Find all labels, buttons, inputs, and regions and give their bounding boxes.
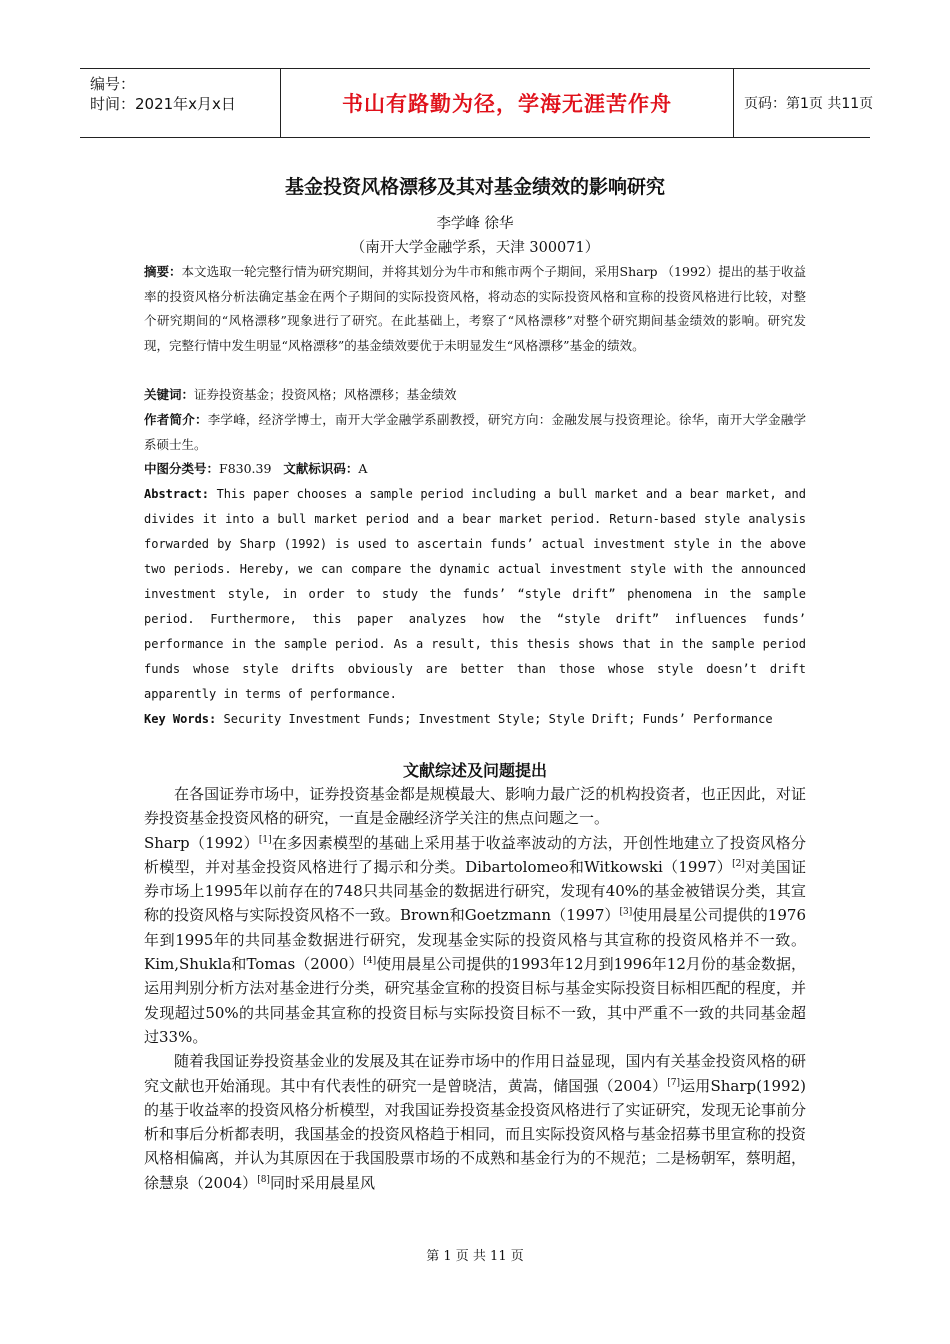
- section-heading: 文献综述及问题提出: [402, 761, 547, 780]
- body-text-run: 使用晨星公司提供的1993年12月到1996年12月份的基金数据，运用判别分析方法对基金进行分类，研究基金宣称的投资目标与基金实际投资目标相匹配的程度，并发现超过50%的共同基金其宣称的投资目标与实际投资目标不一致，其中严重不一致的共同基金超过33%。: [144, 955, 806, 1046]
- paper-affiliation: （南开大学金融学系，天津 300071）: [350, 240, 600, 256]
- keywords-cn-label: 关键词：: [144, 387, 195, 402]
- classification: [144, 457, 806, 482]
- keywords-en-label: Key Words:: [144, 712, 217, 726]
- abstract-en: [144, 482, 806, 707]
- body-paragraph-2: [144, 831, 806, 1050]
- body-paragraph-3: [144, 1049, 806, 1195]
- body-paragraph-1: 在各国证券市场中，证券投资基金都是规模最大、影响力最广泛的机构投资者，也正因此，对证券投资基金投资风格的研究，一直是金融经济学关注的焦点问题之一。: [144, 785, 806, 828]
- page-footer: 第 1 页 共 11 页: [426, 1249, 524, 1264]
- paper-authors: 李学峰 徐华: [436, 216, 514, 232]
- body-text-run: 使用晨星公司提供的1976年到1995年的共同基金数据进行研究，发现基金实际的投资风格与其宣称的投资风格并不一致。Kim,Shukla和Tomas（2000）: [144, 906, 806, 974]
- abstract-en-text: This paper chooses a sample period including a bull market and a bear market, and divides it into a bull market period and a bear market period. Return-based style analysis forwarded by Sharp (1992) is used to ascertain funds’ actual investment style in the above two periods. Hereby, we can compare the dynamic actual investment style with the announced investment style, in order to study the funds’ “style drift” phenomena in the sample period. Furthermore, this paper analyzes how the “style drift” influences funds’ performance in the sample period. As a result, this thesis shows that in the sample period funds whose style drifts obviously are better than those whose style doesn’t drift apparently in terms of performance.: [144, 487, 806, 701]
- citation-ref: [2]: [732, 858, 745, 869]
- page-header: [80, 68, 874, 138]
- paper-title: 基金投资风格漂移及其对基金绩效的影响研究: [284, 176, 665, 198]
- doc-code-label: 文献标识码：: [283, 461, 359, 476]
- citation-ref: [4]: [363, 956, 377, 967]
- header-page-label: 页码：第1页 共11页: [744, 96, 874, 112]
- abstract-cn: [144, 260, 806, 358]
- abstract-en-label: Abstract:: [144, 487, 210, 501]
- classification-label: 中图分类号：: [144, 461, 220, 476]
- citation-ref: [1]: [258, 834, 272, 845]
- header-meta-cell: [80, 69, 281, 137]
- abstract-cn-label: 摘要：: [144, 264, 182, 279]
- header-time-label: 时间：2021年x月x日: [90, 95, 236, 113]
- body-text-run: 运用Sharp(1992)的基于收益率的投资风格分析模型，对我国证券投资基金投资风格进行了实证研究，发现无论事前分析和事后分析都表明，我国基金的投资风格趋于相同，而且实际投资风格与基金招募书里宣称的投资风格相偏离，并认为其原因在于我国股票市场的不成熟和基金行为的不规范；二是杨朝军，蔡明超，徐慧泉（2004）: [144, 1076, 806, 1192]
- body-text-run: 同时采用晨星风: [269, 1173, 375, 1192]
- body-text: [144, 782, 806, 1195]
- keywords-cn-text: 证券投资基金；投资风格；风格漂移；基金绩效: [194, 387, 457, 402]
- author-bio-text: 李学峰，经济学博士，南开大学金融学系副教授，研究方向：金融发展与投资理论。徐华，南开大学金融学系硕士生。: [144, 412, 806, 452]
- keywords-cn: [144, 383, 806, 408]
- header-number-label: 编号：: [90, 75, 136, 93]
- author-bio: [144, 408, 806, 457]
- citation-ref: [3]: [619, 907, 633, 918]
- body-text-run: Sharp（1992）: [144, 833, 259, 852]
- citation-ref: [7]: [667, 1077, 680, 1088]
- keywords-en-text: Security Investment Funds; Investment Style; Style Drift; Funds’ Performance: [223, 712, 773, 726]
- body-text-run: 在多因素模型的基础上采用基于收益率波动的方法，开创性地建立了投资风格分析模型，并对基金投资风格进行了揭示和分类。Dibartolomeo和Witkowski（1997）: [144, 833, 806, 876]
- keywords-en: [144, 707, 806, 732]
- body-text-run: 随着我国证券投资基金业的发展及其在证券市场中的作用日益显现，国内有关基金投资风格的研究文献也开始涌现。其中有代表性的研究一是曾晓洁，黄嵩，储国强（2004）: [144, 1052, 806, 1095]
- header-motto: 书山有路勤为径，学海无涯苦作舟: [281, 69, 734, 137]
- author-bio-label: 作者简介：: [144, 412, 208, 427]
- body-text-run: 对美国证券市场上1995年以前存在的748只共同基金的数据进行研究，发现有40%的基金被错误分类，其宣称的投资风格与实际投资风格不一致。Brown和Goetzmann（1997）: [144, 857, 806, 925]
- abstract-cn-text: 本文选取一轮完整行情为研究期间，并将其划分为牛市和熊市两个子期间，采用Sharp （1992）提出的基于收益率的投资风格分析法确定基金在两个子期间的实际投资风格，将动态的实际投资风格和宣称的投资风格进行比较，对整个研究期间的“风格漂移”现象进行了研究。在此基础上，考察了“风格漂移”对整个研究期间基金绩效的影响。研究发现，完整行情中发生明显“风格漂移”的基金绩效要优于未明显发生“风格漂移”基金的绩效。: [144, 264, 806, 353]
- classification-value: F830.39: [219, 461, 272, 476]
- citation-ref: [8]: [257, 1174, 270, 1185]
- doc-code-value: A: [358, 461, 368, 476]
